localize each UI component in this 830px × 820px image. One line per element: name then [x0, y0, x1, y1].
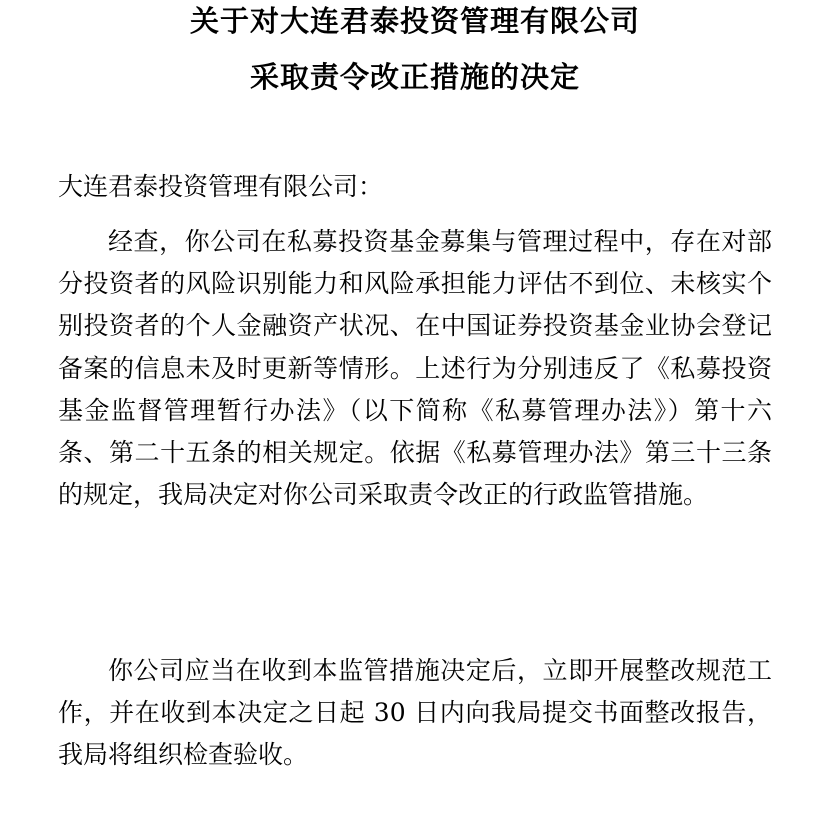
paragraph-rectification: 你公司应当在收到本监管措施决定后，立即开展整改规范工作，并在收到本决定之日起 30 日内向我局提交书面整改报告，我局将组织检查验收。 [58, 656, 772, 770]
paragraph-findings: 经查，你公司在私募投资基金募集与管理过程中，存在对部分投资者的风险识别能力和风险承担能力评估不到位、未核实个别投资者的个人金融资产状况、在中国证券投资基金业协会登记备案的信息未及时更新等情形。上述行为分别违反了《私募投资基金监督管理暂行办法》（以下简称《私募管理办法》）第十六条、第二十五条的相关规定。依据《私募管理办法》第三十三条的规定，我局决定对你公司采取责令改正的行政监管措施。 [58, 227, 772, 510]
document-title-line-2: 采取责令改正措施的决定 [249, 60, 580, 94]
document-title-line-1: 关于对大连君泰投资管理有限公司 [189, 4, 640, 38]
salutation: 大连君泰投资管理有限公司： [58, 172, 384, 201]
